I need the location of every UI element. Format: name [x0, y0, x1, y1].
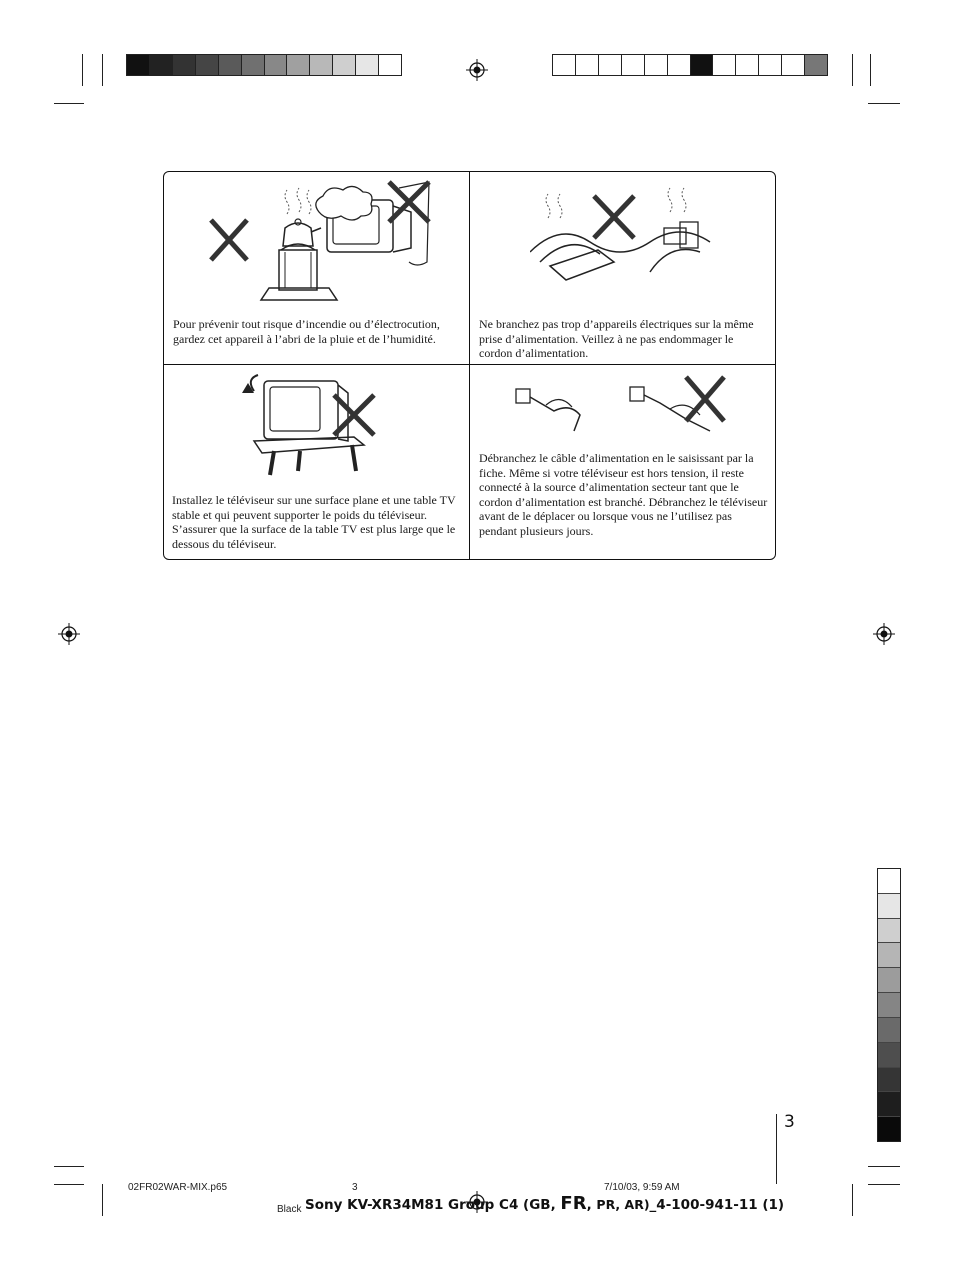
color-swatch: [878, 1043, 900, 1068]
color-swatch: [599, 55, 622, 75]
overloaded-outlet-crossed-icon: [530, 182, 730, 292]
color-swatch: [668, 55, 691, 75]
footer-title-part: PR, AR): [596, 1197, 650, 1212]
color-swatch: [242, 55, 265, 75]
color-swatch: [576, 55, 599, 75]
color-swatch: [127, 55, 150, 75]
footer-plate: Black: [277, 1204, 302, 1215]
warning-text: Débranchez le câble d’alimentation en le saisissant par la fiche. Même si votre téléviseur est hors tension, il reste connecté à la source d’alimentation secteur tant que le cordon d’alimentation est branché. Débranchez le téléviseur avant de le déplacer ou lorsque vous ne l’utilisez pas pendant plusieurs jours.: [479, 451, 768, 538]
color-swatch: [878, 1018, 900, 1043]
color-swatch: [736, 55, 759, 75]
unplug-by-plug-icon: [510, 371, 740, 443]
footer-page: 3: [352, 1182, 358, 1193]
warning-text: Installez le téléviseur sur une surface plane et une table TV stable et qui peuvent supporter le poids du téléviseur. S’assurer que la surface de la table TV est plus large que le dessous du téléviseur.: [172, 493, 456, 551]
color-swatch: [553, 55, 576, 75]
registration-mark-icon: [58, 623, 80, 645]
color-swatch: [878, 919, 900, 944]
color-swatch: [356, 55, 379, 75]
color-swatch: [691, 55, 714, 75]
color-swatch: [805, 55, 827, 75]
footer-title-lang: FR: [560, 1193, 587, 1214]
side-grayscale-bar: [877, 868, 901, 1142]
color-swatch: [379, 55, 401, 75]
color-swatch: [878, 869, 900, 894]
calibration-bar-right: [552, 54, 828, 76]
warning-cell-moisture: [164, 172, 469, 364]
grayscale-calibration-bar: [126, 54, 402, 76]
color-swatch: [310, 55, 333, 75]
warning-text: Pour prévenir tout risque d’incendie ou d’électrocution, gardez cet appareil à l’abri de la pluie et de l’humidité.: [173, 317, 440, 346]
color-swatch: [265, 55, 288, 75]
color-swatch: [622, 55, 645, 75]
color-swatch: [333, 55, 356, 75]
registration-mark-icon: [466, 59, 488, 81]
color-swatch: [878, 943, 900, 968]
color-swatch: [782, 55, 805, 75]
unstable-table-crossed-icon: [234, 371, 404, 481]
warning-text: Ne branchez pas trop d’appareils électriques sur la même prise d’alimentation. Veillez à ne pas endommager le cordon d’alimentation.: [479, 317, 754, 360]
color-swatch: [196, 55, 219, 75]
color-swatch: [219, 55, 242, 75]
warning-cell-stability: [164, 365, 469, 560]
safety-warnings-box: [163, 171, 776, 560]
color-swatch: [645, 55, 668, 75]
color-swatch: [878, 894, 900, 919]
footer-title-part: ,: [586, 1197, 597, 1213]
color-swatch: [878, 1117, 900, 1141]
footer-title-part: _4-100-941-11 (1): [649, 1197, 785, 1213]
warning-cell-outlet: [470, 172, 777, 364]
color-swatch: [759, 55, 782, 75]
footer-datetime: 7/10/03, 9:59 AM: [604, 1182, 680, 1193]
footer-filename: 02FR02WAR-MIX.p65: [128, 1182, 228, 1193]
color-swatch: [287, 55, 310, 75]
footer-title: [305, 1193, 784, 1214]
color-swatch: [878, 968, 900, 993]
color-swatch: [150, 55, 173, 75]
color-swatch: [173, 55, 196, 75]
color-swatch: [713, 55, 736, 75]
registration-mark-icon: [873, 623, 895, 645]
page-number: 3: [784, 1112, 795, 1132]
warning-cell-unplug: [470, 365, 777, 560]
color-swatch: [878, 1092, 900, 1117]
color-swatch: [878, 1068, 900, 1093]
heater-humidity-crossed-icon: [199, 178, 439, 312]
footer-title-part: Sony KV-XR34M81 Group C4 (GB,: [305, 1197, 561, 1213]
color-swatch: [878, 993, 900, 1018]
